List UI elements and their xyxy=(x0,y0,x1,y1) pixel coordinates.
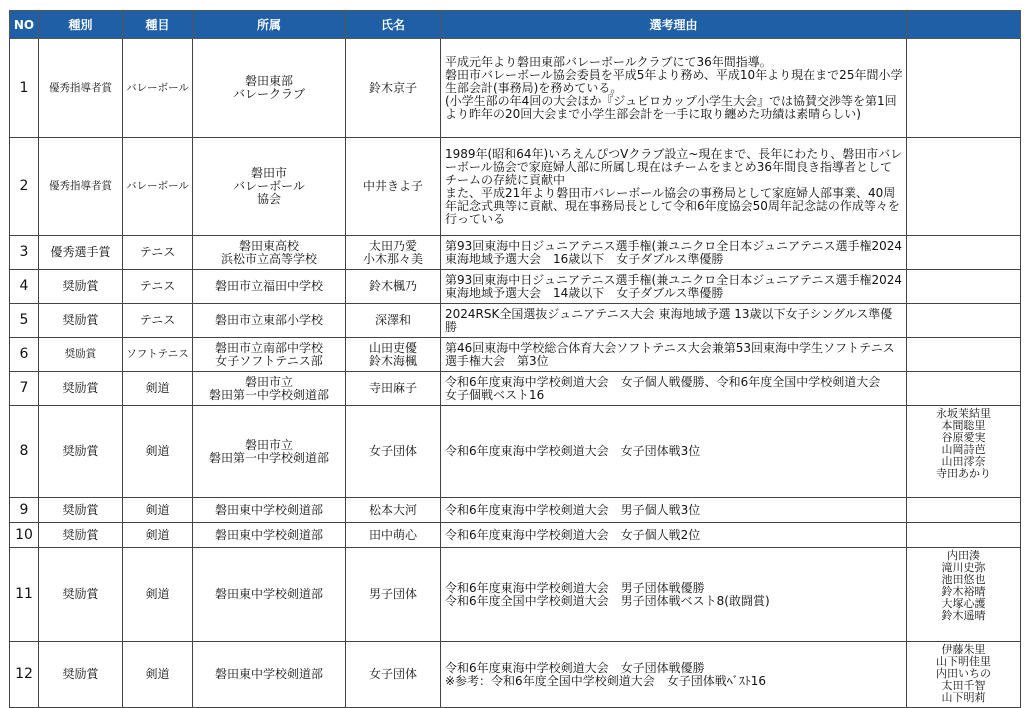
team-members: 伊藤朱里 山下明佳里 内田いちの 太田千智 山下明莉 xyxy=(907,642,1021,708)
team-members: 永坂茉結里 本間聡里 谷原愛実 山岡詩芭 山田澪奈 寺田あかり xyxy=(907,406,1021,498)
person-name: 中井きよ子 xyxy=(346,138,441,236)
award-type: 奨励賞 xyxy=(39,338,123,372)
person-name: 鈴木楓乃 xyxy=(346,270,441,304)
affiliation: 磐田東高校 浜松市立高等学校 xyxy=(193,236,346,270)
header-name: 氏名 xyxy=(346,11,441,39)
selection-reason: 令和6年度東海中学校剣道大会 女子団体戦3位 xyxy=(441,406,907,498)
row-number: 10 xyxy=(10,523,39,548)
event-type: 剣道 xyxy=(123,406,193,498)
table-row xyxy=(10,642,1021,708)
table-row xyxy=(10,372,1021,406)
row-number: 11 xyxy=(10,548,39,642)
event-type: テニス xyxy=(123,304,193,338)
selection-reason: 2024RSK全国選抜ジュニアテニス大会 東海地域予選 13歳以下女子シングルス準優勝 xyxy=(441,304,907,338)
affiliation: 磐田東中学校剣道部 xyxy=(193,642,346,708)
event-type: 剣道 xyxy=(123,548,193,642)
event-type: 剣道 xyxy=(123,642,193,708)
award-type: 奨励賞 xyxy=(39,642,123,708)
person-name: 女子団体 xyxy=(346,406,441,498)
affiliation: 磐田市 バレーボール 協会 xyxy=(193,138,346,236)
award-type: 奨励賞 xyxy=(39,406,123,498)
event-type: 剣道 xyxy=(123,523,193,548)
selection-reason: 第93回東海中日ジュニアテニス選手権(兼ユニクロ全日本ジュニアテニス選手権2024 東海地域予選大会 16歳以下 女子ダブルス準優勝 xyxy=(441,236,907,270)
selection-reason: 令和6年度東海中学校剣道大会 女子個人戦2位 xyxy=(441,523,907,548)
affiliation: 磐田東中学校剣道部 xyxy=(193,523,346,548)
team-members xyxy=(907,498,1021,523)
team-members xyxy=(907,372,1021,406)
row-number: 5 xyxy=(10,304,39,338)
award-type: 優秀指導者賞 xyxy=(39,138,123,236)
award-type: 奨励賞 xyxy=(39,372,123,406)
row-number: 6 xyxy=(10,338,39,372)
person-name: 太田乃愛 小木那々美 xyxy=(346,236,441,270)
table-row xyxy=(10,138,1021,236)
table-row xyxy=(10,338,1021,372)
affiliation: 磐田市立南部中学校 女子ソフトテニス部 xyxy=(193,338,346,372)
affiliation: 磐田東中学校剣道部 xyxy=(193,498,346,523)
team-members xyxy=(907,338,1021,372)
event-type: 剣道 xyxy=(123,372,193,406)
team-members: 内田湊 滝川史弥 池田悠也 鈴木裕晴 大塚心護 鈴木遥晴 xyxy=(907,548,1021,642)
row-number: 2 xyxy=(10,138,39,236)
table-row xyxy=(10,406,1021,498)
selection-reason: 1989年(昭和64年)いろえんぴつVクラブ設立~現在まで、長年にわたり、磐田市バレーボール協会で家庭婦人部に所属し現在はチームをまとめ36年間良き指導者としてチームの存続に貢献中 また、平成21年より磐田市バレーボール協会の事務局として家庭婦人部事業、40周年記念式典等に貢献、現在事務局長として令和6年度協会50周年記念誌の作成等々を行っている xyxy=(441,138,907,236)
table-row xyxy=(10,270,1021,304)
person-name: 寺田麻子 xyxy=(346,372,441,406)
affiliation: 磐田東中学校剣道部 xyxy=(193,548,346,642)
team-members xyxy=(907,236,1021,270)
event-type: テニス xyxy=(123,236,193,270)
selection-reason: 令和6年度東海中学校剣道大会 男子団体戦優勝 令和6年度全国中学校剣道大会 男子団体戦ベスト8(敢闘賞) xyxy=(441,548,907,642)
header-no: NO xyxy=(10,11,39,39)
table-row xyxy=(10,523,1021,548)
affiliation: 磐田市立福田中学校 xyxy=(193,270,346,304)
team-members xyxy=(907,138,1021,236)
award-type: 奨励賞 xyxy=(39,523,123,548)
header-affiliation: 所属 xyxy=(193,11,346,39)
award-type: 奨励賞 xyxy=(39,498,123,523)
selection-reason: 令和6年度東海中学校剣道大会 女子団体戦優勝 ※参考：令和6年度全国中学校剣道大会 女子団体戦ﾍﾞｽﾄ16 xyxy=(441,642,907,708)
award-table xyxy=(9,10,1021,708)
header-row xyxy=(10,11,1021,39)
row-number: 1 xyxy=(10,39,39,138)
affiliation: 磐田東部 バレークラブ xyxy=(193,39,346,138)
affiliation: 磐田市立 磐田第一中学校剣道部 xyxy=(193,372,346,406)
team-members xyxy=(907,39,1021,138)
team-members xyxy=(907,523,1021,548)
award-type: 優秀指導者賞 xyxy=(39,39,123,138)
award-type: 奨励賞 xyxy=(39,270,123,304)
event-type: テニス xyxy=(123,270,193,304)
header-reason: 選考理由 xyxy=(441,11,907,39)
person-name: 男子団体 xyxy=(346,548,441,642)
award-type: 優秀選手賞 xyxy=(39,236,123,270)
selection-reason: 令和6年度東海中学校剣道大会 女子個人戦優勝、令和6年度全国中学校剣道大会 女子個戦ベスト16 xyxy=(441,372,907,406)
header-event: 種目 xyxy=(123,11,193,39)
table-row xyxy=(10,236,1021,270)
event-type: ソフトテニス xyxy=(123,338,193,372)
affiliation: 磐田市立 磐田第一中学校剣道部 xyxy=(193,406,346,498)
event-type: 剣道 xyxy=(123,498,193,523)
team-members xyxy=(907,304,1021,338)
table-row xyxy=(10,39,1021,138)
award-type: 奨励賞 xyxy=(39,304,123,338)
selection-reason: 第93回東海中日ジュニアテニス選手権(兼ユニクロ全日本ジュニアテニス選手権2024 東海地域予選大会 14歳以下 女子ダブルス準優勝 xyxy=(441,270,907,304)
person-name: 山田吏優 鈴木海楓 xyxy=(346,338,441,372)
person-name: 女子団体 xyxy=(346,642,441,708)
event-type: バレーボール xyxy=(123,39,193,138)
person-name: 田中萌心 xyxy=(346,523,441,548)
table-row xyxy=(10,498,1021,523)
row-number: 4 xyxy=(10,270,39,304)
row-number: 12 xyxy=(10,642,39,708)
header-members xyxy=(907,11,1021,39)
selection-reason: 平成元年より磐田東部バレーボールクラブにて36年間指導。 磐田市バレーボール協会委員を平成5年より務め、平成10年より現在まで25年間小学生部会計(事務局)を務めている。 (小学生部の年4回の大会ほか『ジュビロカップ小学生大会』では協賛交渉等を第1回より昨年の20回大会まで小学生部会計を一手に取り纏めた功績は素晴らしい) xyxy=(441,39,907,138)
table-row xyxy=(10,304,1021,338)
row-number: 9 xyxy=(10,498,39,523)
row-number: 3 xyxy=(10,236,39,270)
row-number: 8 xyxy=(10,406,39,498)
person-name: 松本大河 xyxy=(346,498,441,523)
header-award: 種別 xyxy=(39,11,123,39)
affiliation: 磐田市立東部小学校 xyxy=(193,304,346,338)
person-name: 深澤和 xyxy=(346,304,441,338)
row-number: 7 xyxy=(10,372,39,406)
award-type: 奨励賞 xyxy=(39,548,123,642)
team-members xyxy=(907,270,1021,304)
selection-reason: 第46回東海中学校総合体育大会ソフトテニス大会兼第53回東海中学生ソフトテニス選手権大会 第3位 xyxy=(441,338,907,372)
selection-reason: 令和6年度東海中学校剣道大会 男子個人戦3位 xyxy=(441,498,907,523)
table-row xyxy=(10,548,1021,642)
person-name: 鈴木京子 xyxy=(346,39,441,138)
table-body xyxy=(10,39,1021,708)
event-type: バレーボール xyxy=(123,138,193,236)
